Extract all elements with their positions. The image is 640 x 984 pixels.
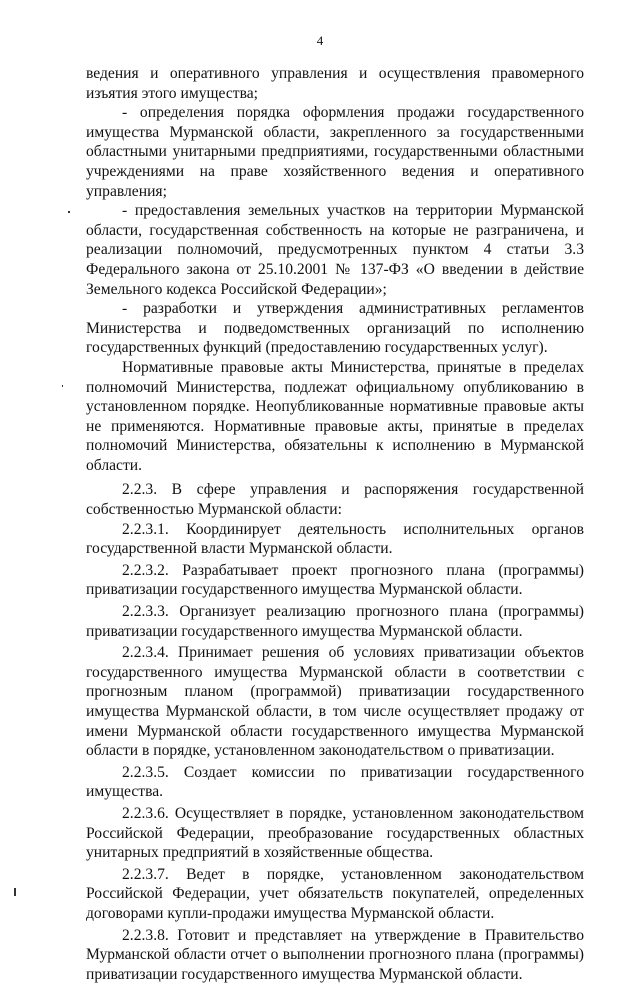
paragraph-list-item-land-plots: - предоставления земельных участков на территории Мурманской области, государственная собственность на которые не разграничена, и реализации полномочий, предусмотренных пунктом 4 статьи 3.3 Федерального закона от 25.10.2001 № 137-ФЗ «О введении в действие Земельного кодекса Российской Федерации»; [86, 202, 584, 298]
paragraph-2-2-3-4: 2.2.3.4. Принимает решения об условиях приватизации объектов государственного имущества Мурманской области в соответствии с прогнозным планом (программой) приватизации государственного имущества Мурманской области, в том числе осуществляет продажу от имени Мурманской области государственного имущества Мурманской области в порядке, установленном законодательством о приватизации. [86, 644, 584, 760]
paragraph-continuation: ведения и оперативного управления и осуществления правомерного изъятия этого имущества; [86, 65, 584, 102]
scan-speck [68, 211, 70, 213]
paragraph-2-2-3-7: 2.2.3.7. Ведет в порядке, установленном законодательством Российской Федерации, учет обязательств покупателей, определенных договорами купли-продажи имущества Мурманской области. [86, 865, 584, 922]
paragraph-2-2-3-2: 2.2.3.2. Разрабатывает проект прогнозного плана (программы) приватизации государственного имущества Мурманской области. [86, 561, 584, 599]
paragraph-list-item-sale-procedure: - определения порядка оформления продажи государственного имущества Мурманской области, закрепленного за государственными областными унитарными предприятиями, государственными областными учреждениями на праве хозяйственного ведения и оперативного управления; [86, 104, 584, 200]
paragraph-2-2-3-1: 2.2.3.1. Координирует деятельность исполнительных органов государственной власти Мурманской области. [86, 520, 584, 558]
paragraph-list-item-regulations: - разработки и утверждения административных регламентов Министерства и подведомственных организаций по исполнению государственных функций (предоставлению государственных услуг). [86, 300, 584, 357]
scan-edge-mark [14, 888, 16, 896]
paragraph-2-2-3-6: 2.2.3.6. Осуществляет в порядке, установленном законодательством Российской Федерации, преобразование государственных областных унитарных предприятий в хозяйственные общества. [86, 804, 584, 862]
paragraph-2-2-3-5: 2.2.3.5. Создает комиссии по приватизации государственного имущества. [86, 763, 584, 801]
paragraph-normative-acts: Нормативные правовые акты Министерства, принятые в пределах полномочий Министерства, подлежат официальному опубликованию в установленном порядке. Неопубликованные нормативные правовые акты не применяются. Нормативные правовые акты, принятые в пределах полномочий Министерства, обязательны к исполнению в Мурманской области. [86, 358, 584, 474]
paragraph-2-2-3-3: 2.2.3.3. Организует реализацию прогнозного плана (программы) приватизации государственного имущества Мурманской области. [86, 603, 584, 640]
scan-speck [62, 385, 63, 387]
document-body [86, 64, 584, 984]
paragraph-section-2-2-3: 2.2.3. В сфере управления и распоряжения государственной собственностью Мурманской области: [86, 481, 584, 519]
page-number: 4 [316, 33, 324, 48]
paragraph-2-2-3-8: 2.2.3.8. Готовит и представляет на утверждение в Правительство Мурманской области отчет о выполнении прогнозного плана (программы) приватизации государственного имущества Мурманской области. [86, 926, 584, 983]
